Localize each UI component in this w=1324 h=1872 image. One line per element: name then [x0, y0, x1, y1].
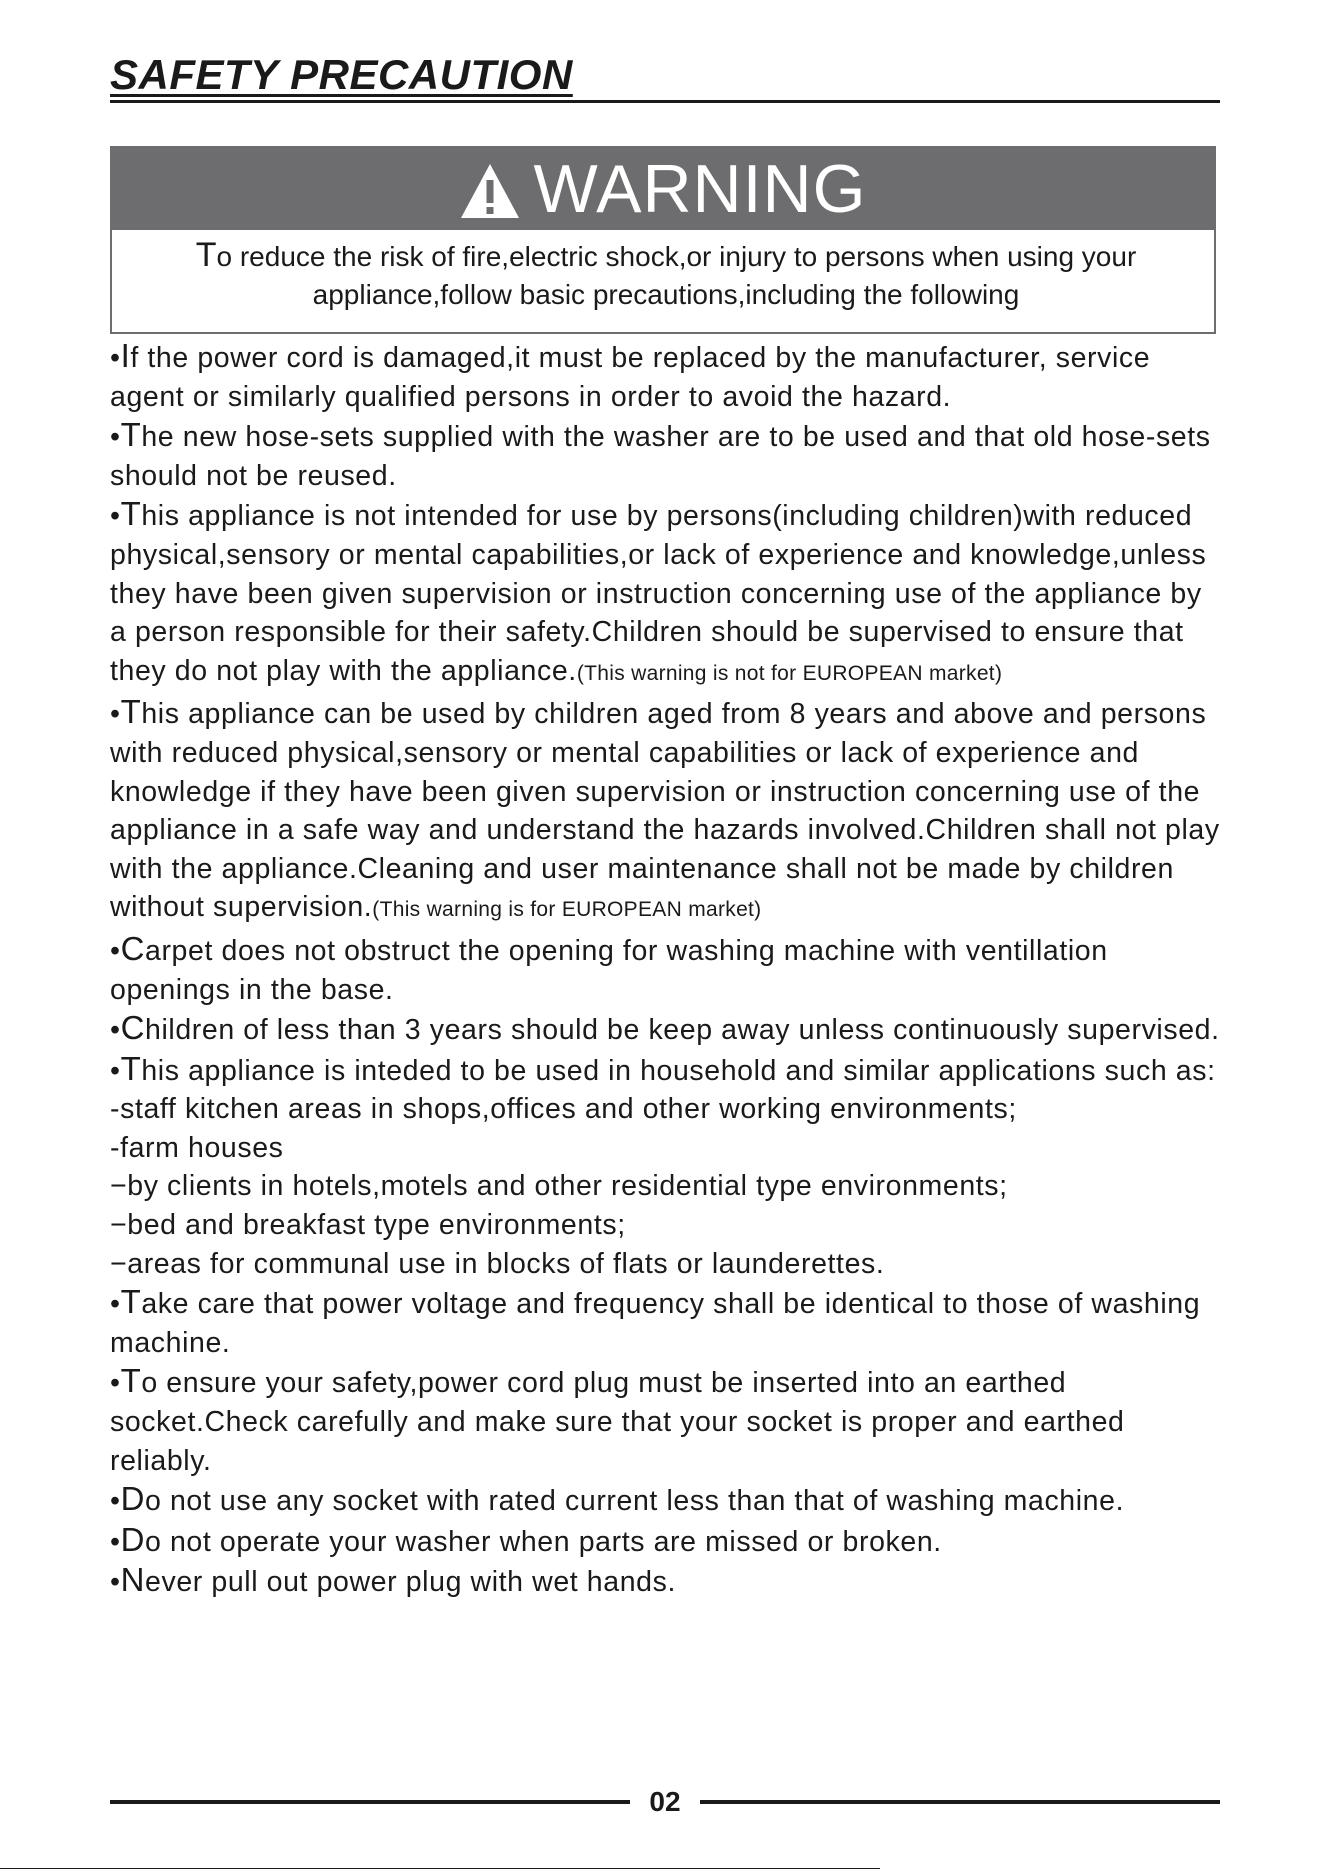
- item-initial: D: [120, 1520, 146, 1558]
- market-note: (This warning is for EUROPEAN market): [372, 898, 762, 922]
- section-header: [110, 50, 1220, 103]
- market-note: (This warning is not for EUROPEAN market): [576, 661, 1003, 685]
- bullet-icon: •: [110, 934, 121, 967]
- item-initial: C: [120, 929, 146, 967]
- bullet-icon: •: [110, 342, 121, 374]
- precaution-item: [110, 1480, 1220, 1521]
- intro-initial: T: [195, 236, 217, 274]
- precaution-item: [110, 495, 1220, 693]
- warning-intro: [112, 230, 1214, 314]
- bullet-icon: •: [110, 421, 121, 454]
- footer-rule-left: [110, 1800, 630, 1804]
- item-text: o not operate your washer when parts are missed or broken.: [145, 1525, 942, 1558]
- precaution-item: [110, 693, 1220, 930]
- application-item: −bed and breakfast type environments;: [110, 1209, 626, 1242]
- precaution-item: [110, 1283, 1220, 1362]
- application-item: -farm houses: [110, 1131, 284, 1164]
- item-text: ake care that power voltage and frequency shall be identical to those of washing machine.: [110, 1288, 1201, 1359]
- precaution-list: [110, 337, 1220, 1090]
- warning-title: WARNING: [533, 151, 867, 227]
- warning-box: [110, 146, 1216, 334]
- warning-banner: [112, 148, 1214, 230]
- bullet-icon: •: [110, 1367, 121, 1400]
- application-item: −by clients in hotels,motels and other residential type environments;: [110, 1170, 1008, 1203]
- page-title: SAFETY PRECAUTION: [110, 51, 573, 98]
- item-text: hildren of less than 3 years should be keep away unless continuously supervised.: [145, 1014, 1220, 1047]
- footer-rule-right: [700, 1800, 1220, 1804]
- bullet-icon: •: [110, 1566, 121, 1599]
- item-initial: C: [120, 1009, 146, 1047]
- item-initial: T: [120, 1283, 142, 1321]
- item-initial: T: [120, 693, 142, 731]
- bullet-icon: •: [110, 500, 121, 533]
- bullet-icon: •: [110, 1525, 121, 1558]
- precaution-item: [110, 1561, 1220, 1602]
- precaution-item: [110, 337, 1220, 416]
- bullet-icon: •: [110, 1014, 121, 1047]
- item-text: he new hose-sets supplied with the washer are to be used and that old hose-sets should not be reused.: [110, 421, 1211, 492]
- item-text: arpet does not obstruct the opening for washing machine with ventillation openings in the base.: [110, 934, 1108, 1006]
- item-initial: D: [120, 1480, 146, 1518]
- application-item: −areas for communal use in blocks of flats or launderettes.: [110, 1247, 885, 1280]
- item-text: ever pull out power plug with wet hands.: [145, 1566, 676, 1599]
- bullet-icon: •: [110, 1054, 121, 1087]
- item-initial: T: [120, 1049, 142, 1087]
- item-initial: N: [120, 1561, 146, 1599]
- item-initial: I: [120, 337, 131, 374]
- page-footer: [110, 1782, 1220, 1822]
- warning-triangle-icon: [459, 162, 521, 220]
- bullet-icon: •: [110, 1288, 121, 1321]
- application-list: [110, 1090, 1220, 1283]
- safety-content: [110, 337, 1220, 1602]
- intro-text: o reduce the risk of fire,electric shock,or injury to persons when using your appliance,follow basic precautions,including the following: [216, 241, 1137, 310]
- item-initial: T: [120, 495, 142, 533]
- item-text: his appliance is not intended for use by persons(including children)with reduced physical,sensory or mental capabilities,or lack of experience and knowledge,unless they have been given supervision or instruction concerning use of the appliance by a person responsible for their safety.Children should be supervised to ensure that they do not play with the appliance.: [110, 500, 1207, 687]
- precaution-list-continued: [110, 1283, 1220, 1602]
- precaution-item: [110, 1521, 1220, 1562]
- page-number: 02: [649, 1786, 681, 1817]
- item-text: his appliance is inteded to be used in household and similar applications such as:: [141, 1054, 1216, 1087]
- item-text: his appliance can be used by children aged from 8 years and above and persons with reduced physical,sensory or mental capabilities or lack of experience and knowledge if they have been given supervision or instruction concerning use of the appliance in a safe way and understand the hazards involved.Children shall not play with the appliance.Cleaning and user maintenance shall not be made by children without supervision.: [110, 698, 1220, 924]
- bullet-icon: •: [110, 698, 121, 731]
- precaution-item: [110, 1050, 1220, 1091]
- application-item: -staff kitchen areas in shops,offices and other working environments;: [110, 1093, 1017, 1126]
- bottom-rule: [0, 1868, 880, 1869]
- item-text: f the power cord is damaged,it must be replaced by the manufacturer, service agent or similarly qualified persons in order to avoid the hazard.: [110, 342, 1151, 413]
- bullet-icon: •: [110, 1485, 121, 1518]
- item-initial: T: [120, 1362, 142, 1400]
- item-text: o ensure your safety,power cord plug must be inserted into an earthed socket.Check carefully and make sure that your socket is proper and earthed reliably.: [110, 1367, 1125, 1477]
- item-text: o not use any socket with rated current less than that of washing machine.: [145, 1485, 1125, 1518]
- precaution-item: [110, 1362, 1220, 1480]
- precaution-item: [110, 930, 1220, 1009]
- precaution-item: [110, 416, 1220, 495]
- item-initial: T: [120, 416, 142, 454]
- precaution-item: [110, 1009, 1220, 1050]
